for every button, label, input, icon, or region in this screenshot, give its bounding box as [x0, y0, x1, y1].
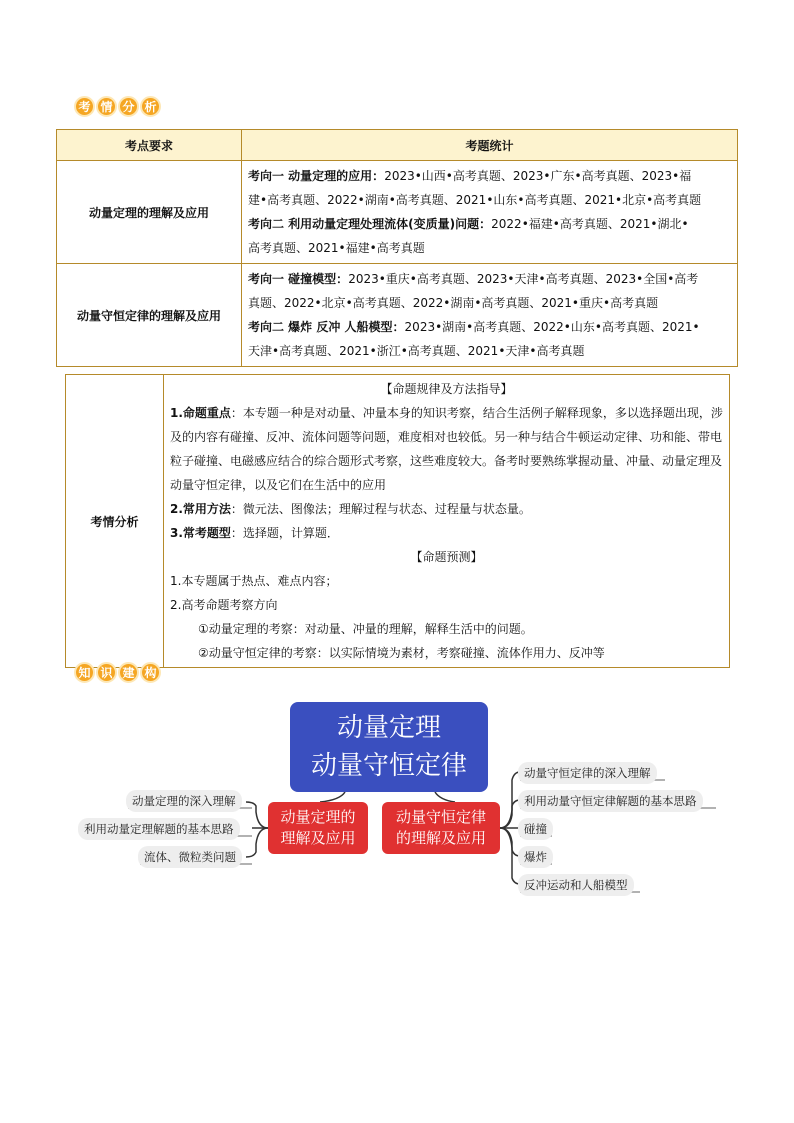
- badge-char: 分: [118, 96, 139, 117]
- badge-char: 构: [140, 662, 161, 683]
- table-row: [57, 161, 738, 264]
- badge-char: 建: [118, 662, 139, 683]
- exam-analysis-table: [65, 374, 730, 668]
- section-title: 【命题规律及方法指导】: [380, 382, 513, 396]
- table-row: [57, 264, 738, 367]
- connector-left-leaf: [246, 802, 268, 828]
- para-label: 1.命题重点: [170, 406, 231, 420]
- paragraph: [170, 401, 723, 497]
- analysis-content: [164, 375, 730, 668]
- connector-root-left: [320, 792, 345, 802]
- topic-cell: 动量定理的理解及应用: [57, 161, 242, 264]
- stat-text: 2023•重庆•高考真题、2023•天津•高考真题、2023•全国•高考: [348, 272, 699, 286]
- connector-right-leaf: [500, 828, 520, 856]
- table-header-row: [57, 130, 738, 161]
- mindmap-leaf: 动量定理的深入理解: [126, 790, 242, 812]
- connector-right-leaf: [500, 772, 520, 828]
- para-label: 3.常考题型: [170, 526, 231, 540]
- table-row: [66, 375, 730, 668]
- stat-text: 2022•福建•高考真题、2021•湖北•: [491, 217, 689, 231]
- para-text: ：选择题，计算题．: [230, 526, 339, 540]
- connector-right-leaf: [500, 800, 520, 828]
- stat-text: 2023•湖南•高考真题、2022•山东•高考真题、2021•: [404, 320, 700, 334]
- badge-char: 知: [74, 662, 95, 683]
- stat-text: 天津•高考真题、2021•浙江•高考真题、2021•天津•高考真题: [248, 344, 585, 358]
- connector-root-right: [435, 792, 455, 802]
- badge-char: 情: [96, 96, 117, 117]
- badge-char: 考: [74, 96, 95, 117]
- mindmap-branch-momentum-theorem: [268, 802, 368, 854]
- mindmap-leaf: 碰撞: [518, 818, 553, 840]
- mindmap-leaf: 动量守恒定律的深入理解: [518, 762, 657, 784]
- branch-line: 的理解及应用: [395, 829, 486, 847]
- mindmap-leaf: 爆炸: [518, 846, 553, 868]
- branch-line: 动量守恒定律: [395, 808, 486, 826]
- stat-text: 建•高考真题、2022•湖南•高考真题、2021•山东•高考真题、2021•北京•高考真题: [248, 193, 702, 207]
- paragraph: [170, 497, 723, 521]
- direction-label: 考向二 爆炸 反冲 人船模型：: [248, 320, 405, 334]
- direction-label: 考向一 动量定理的应用：: [248, 169, 385, 183]
- paragraph: [170, 521, 723, 545]
- paragraph: 2.高考命题考察方向: [170, 598, 278, 612]
- connector-left-leaf: [246, 828, 268, 857]
- mindmap-leaf: 利用动量守恒定律解题的基本思路: [518, 790, 703, 812]
- mindmap-leaf: 反冲运动和人船模型: [518, 874, 634, 896]
- section-badge-exam-analysis: [74, 96, 161, 117]
- badge-char: 析: [140, 96, 161, 117]
- paragraph: 1.本专题属于热点、难点内容；: [170, 574, 338, 588]
- branch-line: 理解及应用: [280, 829, 356, 847]
- para-label: 2.常用方法: [170, 502, 231, 516]
- mindmap-branch-conservation: [382, 802, 500, 854]
- stat-cell: [242, 264, 738, 367]
- connector-right-leaf: [500, 828, 520, 884]
- section-title: 【命题预测】: [410, 550, 483, 564]
- stat-text: 真题、2022•北京•高考真题、2022•湖南•高考真题、2021•重庆•高考真题: [248, 296, 659, 310]
- branch-line: 动量定理的: [280, 808, 356, 826]
- stat-cell: [242, 161, 738, 264]
- direction-label: 考向一 碰撞模型：: [248, 272, 349, 286]
- direction-label: 考向二 利用动量定理处理流体(变质量)问题：: [248, 217, 492, 231]
- mindmap-leaf: 流体、微粒类问题: [138, 846, 242, 868]
- para-text: ：本专题一种是对动量、冲量本身的知识考察，结合生活例子解释现象，多以选择题出现，涉及的内容有碰撞、反冲、流体问题等问题，难度相对也较低。另一种与结合牛顿运动定律、功和能、带电粒子碰撞、电磁感应结合的综合题形式考察，这些难度较大。备考时要熟练掌握动量、冲量、动量定理及动量守恒定律，以及它们在生活中的应用: [170, 406, 723, 492]
- header-requirement: 考点要求: [57, 130, 242, 161]
- topic-cell: 动量守恒定律的理解及应用: [57, 264, 242, 367]
- stat-text: 高考真题、2021•福建•高考真题: [248, 241, 425, 255]
- para-text: ：微元法、图像法；理解过程与状态、过程量与状态量。: [230, 502, 531, 516]
- section-badge-knowledge-map: [74, 662, 161, 683]
- mindmap-root: [290, 702, 488, 792]
- header-statistics: 考题统计: [242, 130, 738, 161]
- analysis-label: 考情分析: [66, 375, 164, 668]
- root-line: 动量守恒定律: [310, 751, 467, 781]
- root-line: 动量定理: [336, 713, 441, 743]
- paragraph: ①动量定理的考察：对动量、冲量的理解，解释生活中的问题。: [198, 622, 533, 636]
- exam-stat-table: [56, 129, 738, 367]
- paragraph: ②动量守恒定律的考察：以实际情境为素材，考察碰撞、流体作用力、反冲等: [198, 646, 605, 660]
- badge-char: 识: [96, 662, 117, 683]
- stat-text: 2023•山西•高考真题、2023•广东•高考真题、2023•福: [384, 169, 692, 183]
- mindmap-leaf: 利用动量定理解题的基本思路: [78, 818, 240, 840]
